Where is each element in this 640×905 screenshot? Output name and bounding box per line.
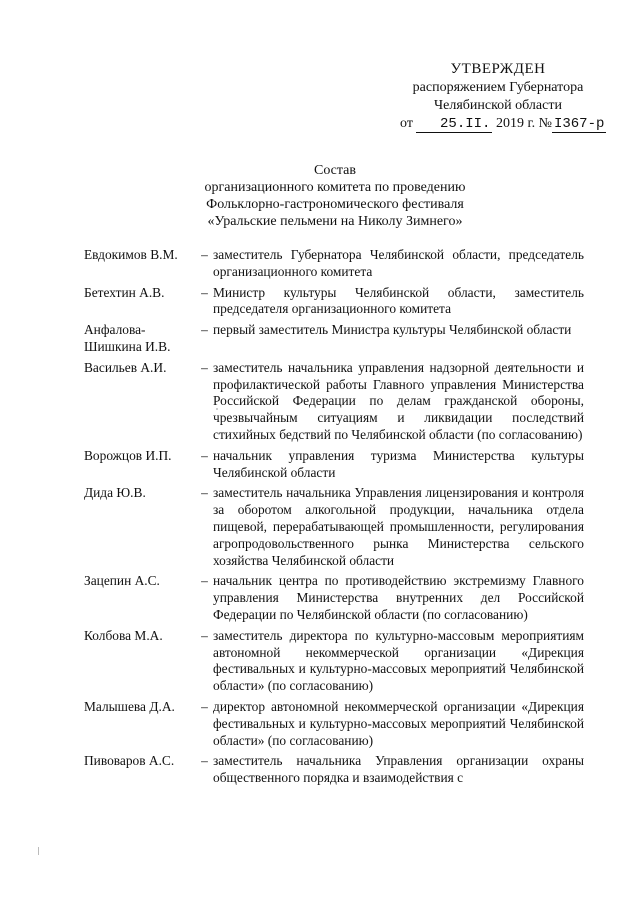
member-name: Малышева Д.А.	[84, 698, 175, 714]
member-name: Зацепин А.С.	[84, 573, 160, 589]
heading-line-4: «Уральские пельмени на Николу Зимнего»	[207, 214, 463, 229]
member-role: начальник центра по противодействию экстремизму Главного управления Министерства внутренних дел Российской Федерации по Челябинской области (по согласованию)	[213, 573, 584, 622]
approval-dateline	[400, 115, 605, 133]
member-role: Министр культуры Челябинской области, заместитель председателя организационного комитета	[213, 284, 584, 317]
member-row	[84, 485, 584, 569]
member-row	[84, 448, 584, 482]
year-and-number-label: 2019 г. №	[495, 116, 552, 131]
member-dash: –	[201, 753, 208, 769]
member-name: Бетехтин А.В.	[84, 284, 165, 300]
member-dash: –	[201, 247, 208, 262]
member-dash: –	[201, 627, 208, 643]
member-role: заместитель начальника Управления организации охраны общественного порядка и взаимодействия с	[213, 753, 584, 786]
member-name: Пивоваров А.С.	[84, 753, 175, 769]
member-dash: –	[201, 284, 208, 300]
scan-speck	[216, 408, 218, 410]
member-name: Евдокимов В.М.	[84, 247, 178, 262]
member-name: Васильев А.И.	[84, 359, 167, 375]
member-role: заместитель Губернатора Челябинской области, председатель организационного комитета	[213, 247, 584, 279]
member-role: директор автономной некоммерческой организации «Дирекция фестивальных и культурно-массовых мероприятий Челябинской области» (по согласованию)	[213, 698, 584, 748]
member-role: начальник управления туризма Министерства культуры Челябинской области	[213, 447, 584, 480]
member-dash: –	[201, 573, 208, 589]
member-row	[84, 753, 584, 787]
heading-line-1: Состав	[313, 163, 356, 178]
member-role: заместитель начальника Управления лицензирования и контроля за оборотом алкогольной продукции, начальника отдела пищевой, перерабатывающей промышленности, регулирования агропродовольственного рынка Министерства сельского хозяйства Челябинской области	[213, 485, 584, 568]
approval-stamp: УТВЕРЖДЕН	[450, 61, 546, 77]
member-name: Колбова М.А.	[84, 627, 163, 643]
member-role: заместитель начальника управления надзорной деятельности и профилактической работы Главного управления Министерства Российской Федерации по делам гражданской обороны, чрезвычайным ситуациям и ликвидации последствий стихийных бедствий по Челябинской области (по согласованию)	[213, 359, 584, 442]
document-heading	[150, 162, 520, 230]
approval-date: 25.II.	[416, 117, 492, 133]
approval-line-1: распоряжением Губернатора	[412, 80, 584, 95]
from-label: от	[400, 116, 413, 131]
member-dash: –	[201, 485, 208, 501]
member-row	[84, 699, 584, 749]
scan-mark	[38, 847, 39, 855]
member-row	[84, 360, 584, 444]
member-name: Анфалова-Шишкина И.В.	[84, 322, 171, 354]
member-dash: –	[201, 447, 208, 463]
member-dash: –	[201, 698, 208, 714]
member-dash: –	[201, 322, 208, 338]
committee-members-list	[84, 247, 584, 791]
member-dash: –	[201, 359, 208, 375]
heading-line-3: Фольклорно-гастрономического фестиваля	[206, 197, 464, 212]
approval-line-2: Челябинской области	[434, 98, 562, 113]
member-name: Дида Ю.В.	[84, 485, 146, 501]
member-row	[84, 573, 584, 623]
member-row	[84, 628, 584, 695]
member-name: Ворожцов И.П.	[84, 447, 172, 463]
approval-number: I367-р	[553, 116, 605, 132]
heading-line-2: организационного комитета по проведению	[204, 180, 466, 195]
member-row	[84, 285, 584, 319]
member-role: заместитель директора по культурно-массовым мероприятиям автономной некоммерческой организации «Дирекция фестивальных и культурно-массовых мероприятий Челябинской области» (по согласованию)	[213, 627, 584, 694]
member-row	[84, 322, 584, 356]
approval-block	[398, 60, 605, 133]
member-row	[84, 247, 584, 281]
member-role: первый заместитель Министра культуры Челябинской области	[213, 322, 572, 338]
